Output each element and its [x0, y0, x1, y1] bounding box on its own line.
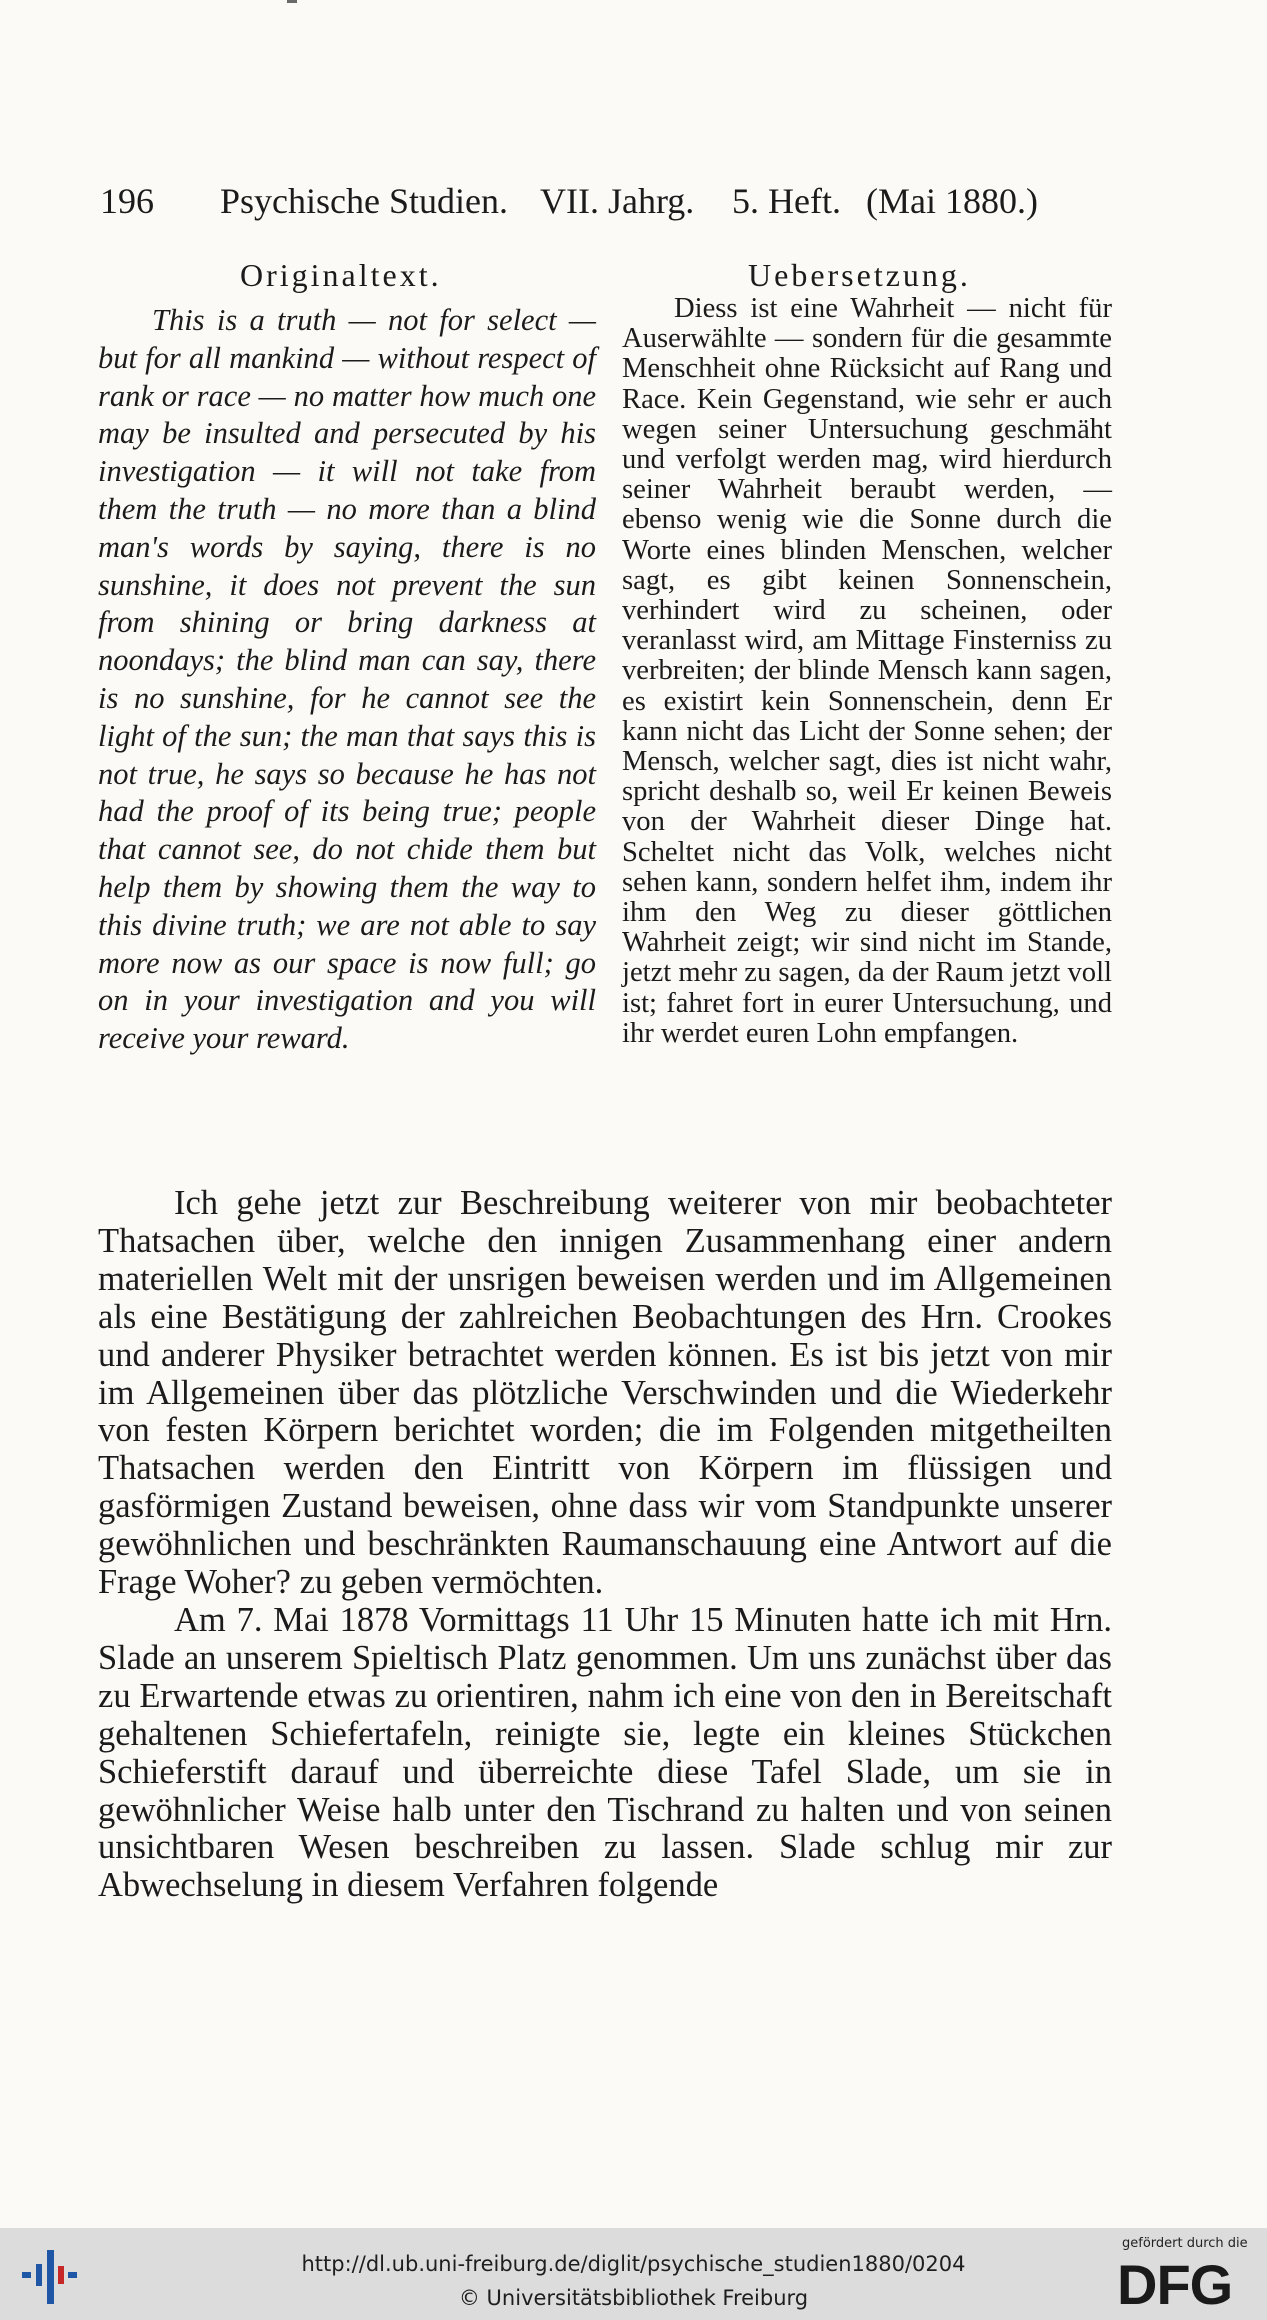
source-url[interactable]: http://dl.ub.uni-freiburg.de/diglit/psychische_studien1880/0204: [301, 2252, 966, 2276]
scan-mark: [287, 0, 297, 3]
body-paragraph: Ich gehe jetzt zur Beschreibung weiterer von mir beobachteter Thatsachen über, welche den innigen Zusammenhang einer andern materiellen Welt mit der unsrigen beweisen werden und im Allgemeinen als eine Bestätigung der zahlreichen Beobachtungen des Hrn. Crookes und anderer Physiker betrachtet werden können. Es ist bis jetzt von mir im Allgemeinen über das plötzliche Verschwinden und die Wiederkehr von festen Körpern berichtet worden; die im Folgenden mitgetheilten Thatsachen werden den Eintritt von Körpern im flüssigen und gasförmigen Zustand beweisen, ohne dass wir vom Standpunkte unserer gewöhnlichen und beschränkten Raumanschauung eine Antwort auf die Frage Woher? zu geben vermöchten.: [98, 1184, 1112, 1602]
original-text-column: [98, 302, 596, 1058]
original-text: This is a truth — not for select — but for all mankind — without respect of rank or race — no matter how much one may be insulted and persecuted by his investigation — it will not take from them the truth — no more than a blind man's words by saying, there is no sunshine, it does not prevent the sun from shining or bring darkness at noondays; the blind man can say, there is no sunshine, for he cannot see the light of the sun; the man that says this is not true, he says so because he has not had the proof of its being true; people that cannot see, do not chide them but help them by showing them the way to this divine truth; we are not able to say more now as our space is now full; go on in your investigation and you will receive your reward.: [98, 303, 596, 1056]
copyright-notice: © Universitätsbibliothek Freiburg: [458, 2286, 809, 2310]
original-heading: Originaltext.: [240, 257, 442, 293]
issue-date: (Mai 1880.): [866, 181, 1038, 221]
body-paragraph: Am 7. Mai 1878 Vormittags 11 Uhr 15 Minuten hatte ich mit Hrn. Slade an unserem Spieltisch Platz genommen. Um uns zunächst über das zu Erwartende etwas zu orientiren, nahm ich eine von den in Bereitschaft gehaltenen Schiefertafeln, reinigte sie, legte ein kleines Stückchen Schieferstift darauf und überreichte diese Tafel Slade, um sie in gewöhnlicher Weise halb unter den Tischrand zu halten und von seinen unsichtbaren Wesen beschreiben zu lassen. Slade schlug mir zur Abwechselung in diesem Verfahren folgende: [98, 1600, 1112, 1905]
dfg-logo[interactable]: DFG: [1117, 2253, 1233, 2316]
issue-label: 5. Heft.: [732, 181, 841, 221]
body-text: [98, 1185, 1112, 1905]
running-header: [100, 180, 1038, 234]
volume-label: VII. Jahrg.: [540, 181, 695, 221]
translation-text: Diess ist eine Wahrheit — nicht für Auserwählte — sondern für die gesammte Menschheit ohne Rücksicht auf Rang und Race. Kein Gegenstand, wie sehr er auch wegen seiner Untersuchung geschmäht und verfolgt werden mag, wird hierdurch seiner Wahrheit beraubt werden, — ebenso wenig wie die Sonne durch die Worte eines blinden Menschen, welcher sagt, es gibt keinen Sonnenschein, verhindert wird zu scheinen, oder veranlasst wird, am Mittage Finsterniss zu verbreiten; der blinde Mensch kann sagen, es existirt kein Sonnenschein, denn Er kann nicht das Licht der Sonne sehen; der Mensch, welcher sagt, dies ist nicht wahr, spricht deshalb so, weil Er keinen Beweis von der Wahrheit dieser Dinge hat. Scheltet nicht das Volk, welches nicht sehen kann, sondern helfet ihm, indem ihr ihm den Weg zu dieser göttlichen Wahrheit zeigt; wir sind nicht im Stande, jetzt mehr zu sagen, da der Raum jetzt voll ist; fahret fort in eurer Untersuchung, und ihr werdet euren Lohn empfangen.: [622, 293, 1112, 1049]
translation-column: [622, 294, 1112, 1049]
viewer-footer: [0, 2228, 1267, 2320]
page-number: 196: [100, 181, 154, 221]
dfg-caption: gefördert durch die: [1122, 2236, 1248, 2251]
journal-title: Psychische Studien.: [220, 181, 508, 221]
translation-heading: Uebersetzung.: [748, 257, 971, 293]
